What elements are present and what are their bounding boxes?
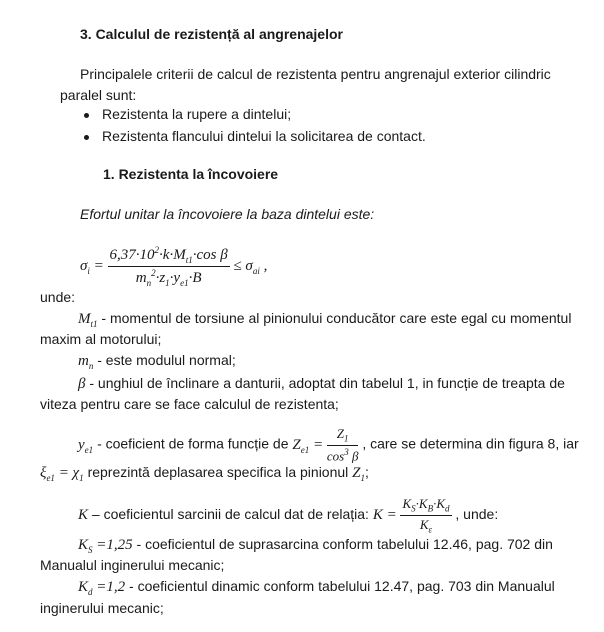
effort-intro: Efortul unitar la încovoiere la baza dintelui este:: [80, 206, 375, 222]
def-beta-cont: viteza pentru care se face calculul de rezistenta;: [40, 396, 339, 412]
intro-line-2: paralel sunt:: [60, 87, 137, 103]
def-mn-text: - este modulul normal;: [97, 352, 236, 368]
criterion-2: Rezistenta flancului dintelui la solicitarea de contact.: [102, 128, 426, 144]
def-ks-cont: Manualul inginerului mecanic;: [40, 557, 225, 573]
def-kd-cont: inginerului mecanic;: [40, 600, 164, 616]
subsection-heading: 1. Rezistenta la încovoiere: [103, 166, 279, 182]
def-ye1-text: - coeficient de forma funcție de: [97, 435, 289, 452]
def-k: K – coeficientul sarcinii de calcul dat de relația: K = $\frac{K_S\cdot K_B\cdot K_d}{K_\varepsilon}$ , unde:: [78, 496, 499, 535]
def-k-text-2: , unde:: [455, 505, 499, 522]
def-xi-text: reprezintă deplasarea specifica la pinionul: [87, 464, 349, 480]
criterion-1: Rezistenta la rupere a dintelui;: [102, 106, 292, 122]
def-mt1-text: - momentul de torsiune al pinionului conducător care este egal cu momentul: [101, 310, 572, 326]
def-beta-text: - unghiul de înclinare a danturii, adoptat din tabelul 1, in funcție de treapta de: [89, 375, 565, 391]
def-beta: β - unghiul de înclinare a danturii, adoptat din tabelul 1, in funcție de treapta de: [78, 375, 565, 392]
bending-stress-formula: $\sigma_i$ = $\frac{6,37\cdot 10^2\cdot k\cdot M_{t1}\cdot\cos \beta}{m_n^2\cdot z_1\cdot y_{e1}\cdot B}$ ≤ $\sigma_{ai}$ ,: [80, 245, 268, 288]
def-k-text: – coeficientul sarcinii de calcul dat de relația:: [91, 505, 369, 522]
bullet-icon: [84, 135, 89, 140]
def-xi-end: ;: [365, 464, 369, 480]
where-label: unde:: [40, 289, 76, 305]
def-kd-text: - coeficientul dinamic conform tabelului 12.47, pag. 703 din Manualul: [129, 578, 555, 594]
section-heading: 3. Calculul de rezistență al angrenajelor: [80, 26, 343, 42]
def-mt1: $M_{t1}$ - momentul de torsiune al pinionului conducător care este egal cu momentul: [78, 310, 572, 329]
def-ks: $K_S =1,25$ - coeficientul de suprasarcina conform tabelului 12.46, pag. 702 din: [78, 536, 553, 555]
bullet-icon: [84, 113, 89, 118]
def-ye1-text-2: , care se determina din figura 8, iar: [362, 435, 579, 452]
intro-line-1: Principalele criterii de calcul de rezistenta pentru angrenajul exterior cilindric: [80, 66, 551, 82]
def-xi: $\xi_{e1} = \chi_1$ reprezintă deplasarea specifica la pinionul $Z_1$;: [40, 464, 369, 483]
def-ks-text: - coeficientul de suprasarcina conform tabelului 12.46, pag. 702 din: [136, 536, 553, 552]
def-kd: $K_d =1,2$ - coeficientul dinamic conform tabelului 12.47, pag. 703 din Manualul: [78, 578, 555, 597]
def-ye1: $y_{e1}$ - coeficient de forma funcție de $Z_{e1}$ = $\frac{Z_1}{\cos^3 \beta}$ , care se determina din figura 8, iar: [78, 426, 579, 463]
def-mn: $m_n$ - este modulul normal;: [78, 352, 236, 371]
def-mt1-cont: maxim al motorului;: [40, 331, 162, 347]
